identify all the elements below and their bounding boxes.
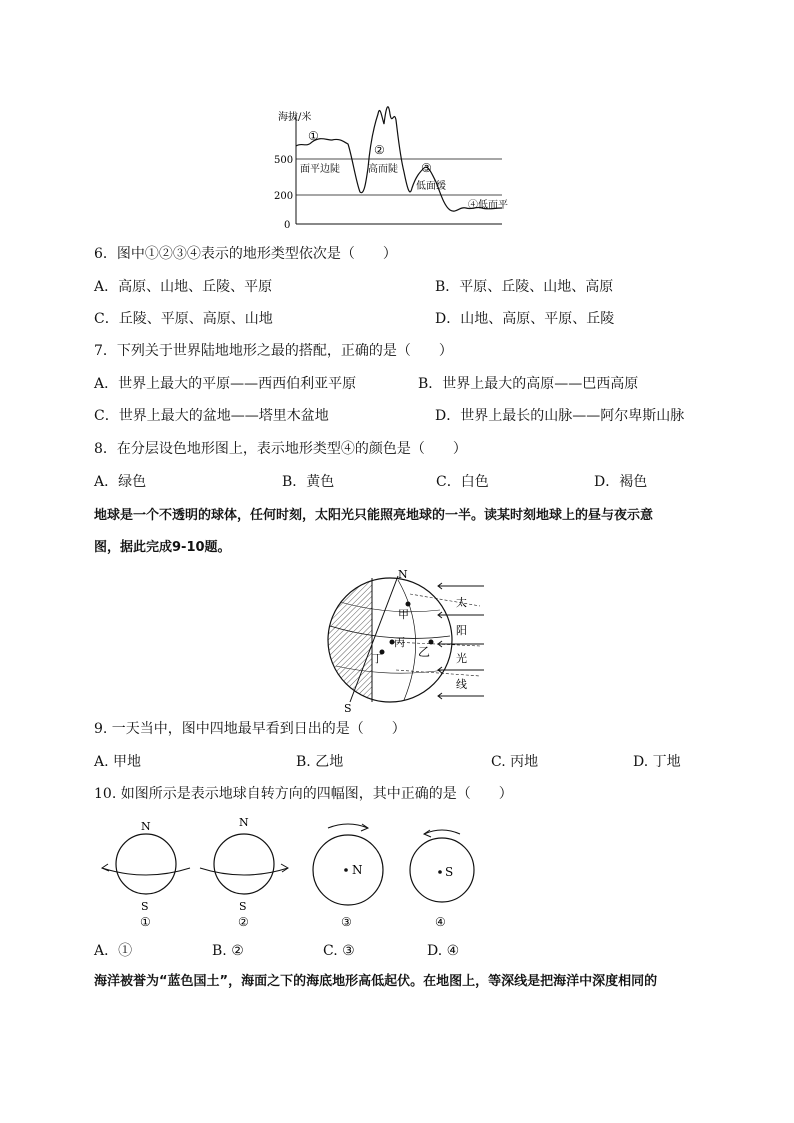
q6-option-a[interactable]: A．高原、山地、丘陵、平原 (94, 279, 273, 295)
profile-tick-500: 500 (274, 155, 294, 166)
q7-stem: 7．下列关于世界陆地地形之最的搭配，正确的是（ ） (94, 343, 453, 359)
globe-S: S (344, 702, 352, 714)
terrain-profile-figure (270, 96, 520, 231)
intro-ocean-line1: 海洋被誉为“蓝色国土”，海面之下的海底地形高低起伏。在地图上，等深线是把海洋中深度相同的 (94, 974, 658, 989)
profile-desc-1: 面平边陡 (300, 164, 340, 175)
sunlight-arrows (432, 580, 488, 702)
intro-9-10-line1: 地球是一个不透明的球体，任何时刻，太阳光只能照亮地球的一半。读某时刻地球上的昼与夜示意 (94, 508, 654, 523)
fig1-S: S (141, 900, 149, 913)
fig1-label: ① (140, 915, 151, 929)
profile-label-4: ④低而平 (468, 200, 508, 211)
q6-option-d[interactable]: D．山地、高原、平原、丘陵 (435, 311, 615, 327)
q10-option-a[interactable]: A．① (94, 943, 133, 959)
q10-option-d[interactable]: D. ④ (427, 943, 460, 959)
q10-option-c[interactable]: C. ③ (323, 943, 355, 959)
point-jia (406, 602, 411, 607)
q8-option-a[interactable]: A．绿色 (94, 474, 147, 490)
fig4-S: S (445, 865, 454, 879)
sun-char-4: 线 (456, 678, 467, 691)
q7-option-b[interactable]: B．世界上最大的高原——巴西高原 (418, 376, 639, 392)
label-bing: 丙 (394, 636, 405, 649)
rotation-figures (90, 810, 490, 934)
sun-char-1: 太 (456, 596, 467, 609)
q7-option-c[interactable]: C．世界上最大的盆地——塔里木盆地 (94, 408, 329, 424)
profile-tick-0: 0 (284, 220, 291, 231)
q9-option-d[interactable]: D. 丁地 (633, 754, 681, 770)
profile-label-1: ① (308, 129, 319, 143)
q9-option-a[interactable]: A. 甲地 (94, 754, 142, 770)
q8-option-d[interactable]: D．褐色 (594, 474, 648, 490)
q9-option-c[interactable]: C. 丙地 (491, 754, 539, 770)
profile-label-2: ② (374, 143, 385, 157)
sun-char-2: 阳 (456, 624, 467, 637)
profile-desc-2: 高而陡 (368, 164, 398, 175)
fig2-S: S (239, 900, 247, 913)
q6-stem: 6．图中①②③④表示的地形类型依次是（ ） (94, 246, 397, 262)
q7-option-d[interactable]: D．世界上最长的山脉——阿尔卑斯山脉 (435, 408, 685, 424)
fig3-label: ③ (341, 915, 352, 929)
label-yi: 乙 (418, 645, 431, 659)
fig2-N: N (239, 816, 249, 829)
q8-option-b[interactable]: B．黄色 (282, 474, 335, 490)
fig1-N: N (141, 820, 151, 833)
fig4-label: ④ (435, 915, 446, 929)
q6-option-b[interactable]: B．平原、丘陵、山地、高原 (435, 279, 614, 295)
q8-option-c[interactable]: C．白色 (436, 474, 489, 490)
q9-option-b[interactable]: B. 乙地 (296, 754, 344, 770)
profile-desc-3: 低面缓 (416, 181, 446, 192)
q7-option-a[interactable]: A．世界上最大的平原——西西伯利亚平原 (94, 376, 357, 392)
profile-label-3: ③ (421, 161, 432, 175)
q10-stem: 10. 如图所示是表示地球自转方向的四幅图，其中正确的是（ ） (94, 786, 513, 802)
globe-N: N (398, 568, 408, 581)
q6-option-c[interactable]: C．丘陵、平原、高原、山地 (94, 311, 273, 327)
label-ding: 丁 (372, 652, 383, 665)
fig3-N: N (352, 863, 363, 877)
sun-char-3: 光 (456, 652, 467, 665)
label-jia: 甲 (398, 608, 409, 621)
q9-stem: 9. 一天当中，图中四地最早看到日出的是（ ） (94, 721, 406, 737)
q8-stem: 8．在分层设色地形图上，表示地形类型④的颜色是（ ） (94, 441, 467, 457)
profile-tick-200: 200 (274, 191, 294, 202)
intro-9-10-line2: 图，据此完成9-10题。 (94, 540, 231, 555)
q10-option-b[interactable]: B. ② (212, 943, 244, 959)
fig2-label: ② (238, 915, 249, 929)
profile-ylabel: 海拔/米 (278, 112, 312, 123)
